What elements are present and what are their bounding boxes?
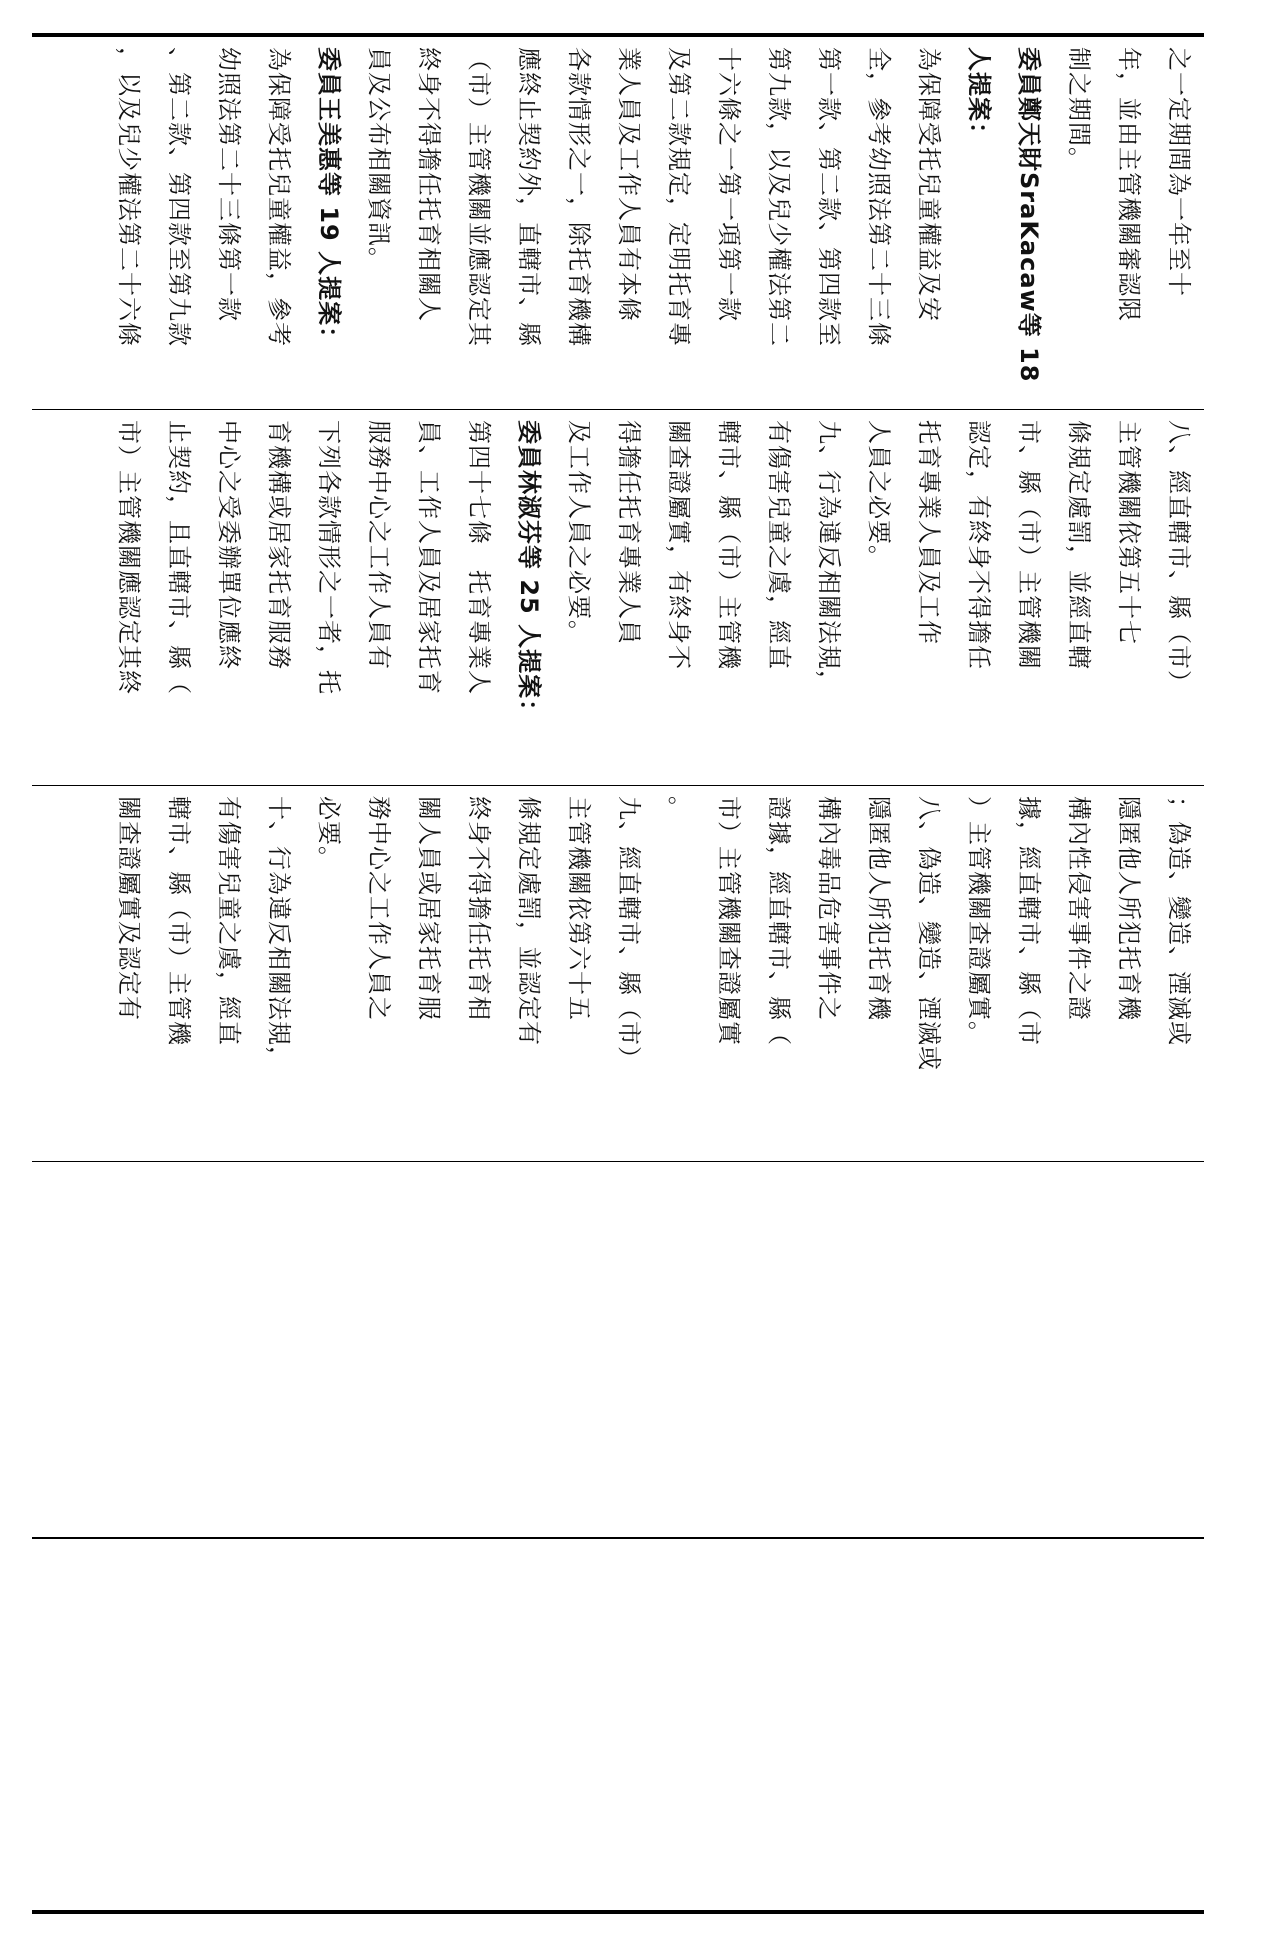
text-line: 。 [665, 796, 693, 821]
text-line: 第一款、第二款、第四款至 [815, 47, 843, 347]
text-line: 委員王美惠等 19 人提案： [315, 47, 343, 352]
table-cell-4 [32, 1162, 1204, 1537]
text-line: 條規定處罰，並經直轄 [1065, 420, 1093, 670]
text-line: 應終止契約外，直轄市、縣 [515, 47, 543, 347]
text-line: 業人員及工作人員有本條 [615, 47, 643, 322]
text-line: 主管機關依第六十五 [565, 796, 593, 1021]
text-line: 為保障受托兒童權益及安 [915, 47, 943, 322]
text-line: 得擔任托育專業人員 [615, 420, 643, 645]
table-cell-1 [32, 37, 1204, 409]
text-line: 育機構或居家托育服務 [265, 420, 293, 670]
text-line: 八、經直轄市、縣（市） [1165, 420, 1193, 695]
text-line: 市、縣（市）主管機關 [1015, 420, 1043, 670]
text-line: 有傷害兒童之虞，經直 [765, 420, 793, 670]
text-line: 第九款，以及兒少權法第二 [765, 47, 793, 347]
text-line: 隱匿他人所犯托育機 [1115, 796, 1143, 1021]
text-line: 中心之受委辦單位應終 [215, 420, 243, 670]
text-line: ，以及兒少權法第二十六條 [115, 47, 143, 347]
text-line: 年，並由主管機關審認限 [1115, 47, 1143, 322]
text-line: ）主管機關查證屬實。 [965, 796, 993, 1046]
text-line: 員、工作人員及居家托育 [415, 420, 443, 695]
text-line: 人員之必要。 [865, 420, 893, 570]
text-line: 各款情形之一，除托育機構 [565, 47, 593, 347]
text-line: 幼照法第二十三條第一款 [215, 47, 243, 322]
text-line: 服務中心之工作人員有 [365, 420, 393, 670]
table-cell-3 [32, 786, 1204, 1161]
table-cell-2 [32, 410, 1204, 785]
text-line: 條規定處罰，並認定有 [515, 796, 543, 1046]
cell-text-1 [32, 37, 1204, 409]
text-line: 市）主管機關應認定其終 [115, 420, 143, 695]
text-line: 關人員或居家托育服 [415, 796, 443, 1021]
text-line: 委員鄭天財SraKacaw等 18 [1015, 47, 1043, 383]
text-line: 全，參考幼照法第二十三條 [865, 47, 893, 347]
text-line: 下列各款情形之一者，托 [315, 420, 343, 695]
text-line: 隱匿他人所犯托育機 [865, 796, 893, 1021]
text-line: 終身不得擔任托育相關人 [415, 47, 443, 322]
text-line: 員及公布相關資訊。 [365, 47, 393, 272]
text-line: 八、偽造、變造、湮滅或 [915, 796, 943, 1071]
text-line: 關查證屬實，有終身不 [665, 420, 693, 670]
text-line: 九、行為違反相關法規， [815, 420, 843, 695]
text-line: 主管機關依第五十七 [1115, 420, 1143, 645]
text-line: 十、行為違反相關法規， [265, 796, 293, 1071]
text-line: 委員林淑芬等 25 人提案： [515, 420, 543, 725]
text-line: 及工作人員之必要。 [565, 420, 593, 645]
text-line: 、第二款、第四款至第九款 [165, 47, 193, 347]
text-line: 轄市、縣（市）主管機 [715, 420, 743, 670]
text-line: 市）主管機關查證屬實 [715, 796, 743, 1046]
text-line: （市）主管機關並應認定其 [465, 47, 493, 347]
text-line: 證據，經直轄市、縣（ [765, 796, 793, 1046]
text-line: 務中心之工作人員之 [365, 796, 393, 1021]
text-line: 之一定期間為一年至十 [1165, 47, 1193, 297]
text-line: 據，經直轄市、縣（市 [1015, 796, 1043, 1046]
text-line: 止契約，且直轄市、縣（ [165, 420, 193, 695]
text-line: 轄市、縣（市）主管機 [165, 796, 193, 1046]
table-cell-5 [32, 1539, 1204, 1910]
text-line: 第四十七條 托育專業人 [465, 420, 493, 695]
text-line: 有傷害兒童之虞，經直 [215, 796, 243, 1046]
text-line: 人提案： [965, 47, 993, 147]
text-line: 必要。 [315, 796, 343, 871]
text-line: 及第二款規定，定明托育專 [665, 47, 693, 347]
text-line: 構內性侵害事件之證 [1065, 796, 1093, 1021]
text-line: 制之期間。 [1065, 47, 1093, 172]
cell-text-3 [32, 786, 1204, 1161]
text-line: 十六條之一第一項第一款 [715, 47, 743, 322]
text-line: 為保障受托兒童權益，參考 [265, 47, 293, 347]
text-line: 構內毒品危害事件之 [815, 796, 843, 1021]
bottom-border [32, 1910, 1204, 1914]
text-line: 終身不得擔任托育相 [465, 796, 493, 1021]
text-line: 九、經直轄市、縣（市） [615, 796, 643, 1071]
text-line: 關查證屬實及認定有 [115, 796, 143, 1021]
text-line: 托育專業人員及工作 [915, 420, 943, 645]
cell-text-2 [32, 410, 1204, 785]
text-line: ；偽造、變造、湮滅或 [1165, 796, 1193, 1046]
text-line: 認定，有終身不得擔任 [965, 420, 993, 670]
